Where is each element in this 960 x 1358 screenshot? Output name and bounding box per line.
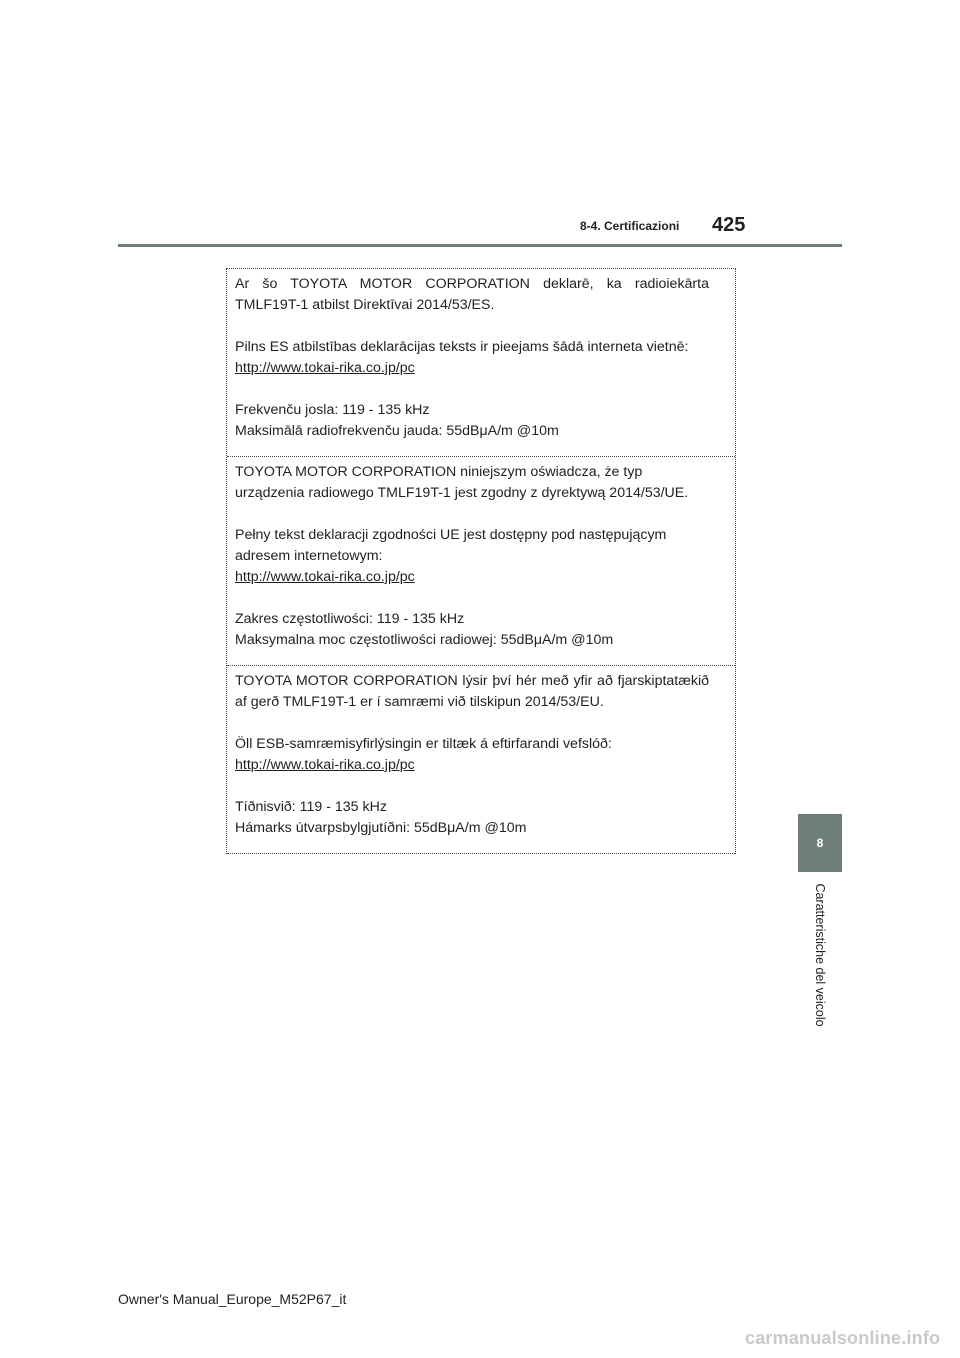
full-text-paragraph <box>235 734 709 776</box>
declaration-url-link[interactable]: http://www.tokai-rika.co.jp/pc <box>235 569 415 585</box>
power-text: Maksymalna moc częstotliwości radiowej: 55dBμA/m @10m <box>235 632 614 648</box>
page-number: 425 <box>712 214 746 236</box>
certification-box <box>226 268 736 854</box>
certification-block-polish <box>227 457 735 666</box>
specs-paragraph <box>235 400 709 442</box>
section-title: 8-4. Certificazioni <box>580 219 680 233</box>
chapter-number: 8 <box>816 836 824 850</box>
full-text-paragraph <box>235 525 709 588</box>
frequency-text: Zakres częstotliwości: 119 - 135 kHz <box>235 611 465 627</box>
power-text: Hámarks útvarpsbylgjutíðni: 55dBμA/m @10m <box>235 820 527 836</box>
full-text-intro: Pełny tekst deklaracji zgodności UE jest dostępny pod następującym adresem internetowym: <box>235 527 667 564</box>
chapter-title: Caratteristiche del veicolo <box>813 883 827 1027</box>
declaration-url-link[interactable]: http://www.tokai-rika.co.jp/pc <box>235 360 415 376</box>
frequency-text: Tíðnisvið: 119 - 135 kHz <box>235 799 387 815</box>
declaration-text: TOYOTA MOTOR CORPORATION niniejszym oświadcza, że typ urządzenia radiowego TMLF19T-1 jest zgodny z dyrektywą 2014/53/UE. <box>235 464 689 501</box>
declaration-url-link[interactable]: http://www.tokai-rika.co.jp/pc <box>235 757 415 773</box>
power-text: Maksimālā radiofrekvenču jauda: 55dBμA/m @10m <box>235 423 559 439</box>
declaration-text: TOYOTA MOTOR CORPORATION lýsir því hér með yfir að fjarskiptatækið af gerð TMLF19T-1 er í samræmi við tilskipun 2014/53/EU. <box>235 673 709 710</box>
watermark: carmanualsonline.info <box>745 1328 941 1348</box>
certification-block-icelandic <box>227 666 735 854</box>
specs-paragraph <box>235 797 709 839</box>
certification-block-latvian <box>227 269 735 457</box>
header-rule <box>118 244 842 247</box>
specs-paragraph <box>235 609 709 651</box>
full-text-intro: Öll ESB-samræmisyfirlýsingin er tiltæk á eftirfarandi vefslóð: <box>235 736 612 752</box>
footer-manual-id: Owner's Manual_Europe_M52P67_it <box>118 1291 347 1307</box>
chapter-tab[interactable] <box>798 814 842 872</box>
frequency-text: Frekvenču josla: 119 - 135 kHz <box>235 402 430 418</box>
full-text-intro: Pilns ES atbilstības deklarācijas teksts ir pieejams šādā interneta vietnē: <box>235 339 689 355</box>
full-text-paragraph <box>235 337 709 379</box>
declaration-text: Ar šo TOYOTA MOTOR CORPORATION deklarē, ka radioiekārta TMLF19T-1 atbilst Direktīvai 2014/53/ES. <box>235 276 709 313</box>
